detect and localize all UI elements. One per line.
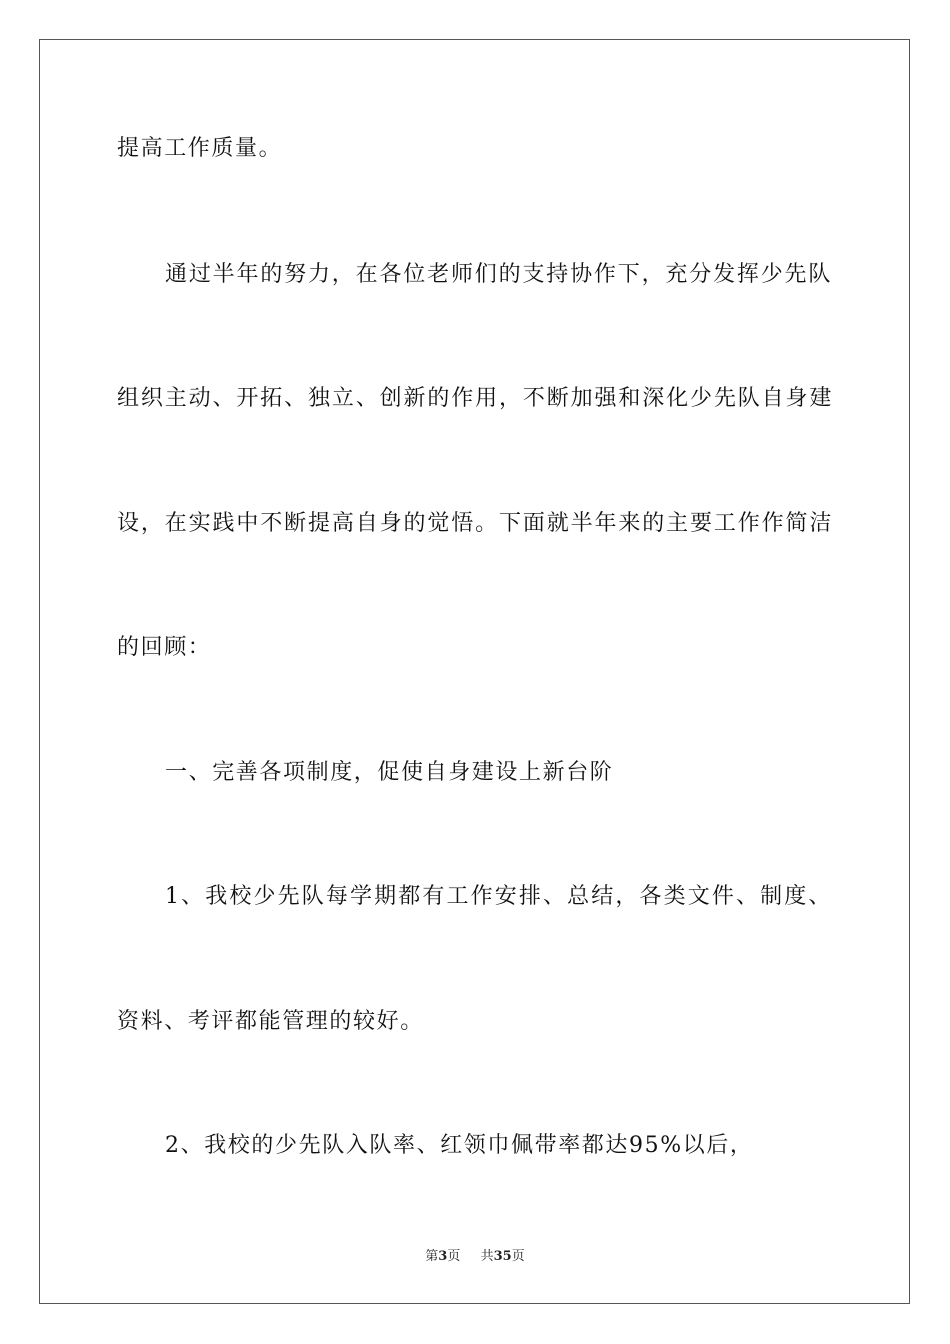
total-pages-label: 共35页 bbox=[480, 1249, 525, 1264]
text-line-2: 通过半年的努力，在各位老师们的支持协作下，充分发挥少先队 bbox=[165, 262, 832, 287]
page-border bbox=[39, 39, 910, 1304]
text-line-4: 设，在实践中不断提高自身的觉悟。下面就半年来的主要工作作简洁 bbox=[117, 511, 833, 536]
page-label: 第3页 bbox=[425, 1249, 461, 1264]
page-footer bbox=[0, 1248, 950, 1266]
text-line-8: 资料、考评都能管理的较好。 bbox=[117, 1009, 424, 1034]
text-line-9: 2、我校的少先队入队率、红领巾佩带率都达95%以后， bbox=[165, 1133, 754, 1158]
text-line-5: 的回顾： bbox=[117, 635, 212, 660]
text-line-1: 提高工作质量。 bbox=[117, 136, 283, 161]
text-line-3: 组织主动、开拓、独立、创新的作用，不断加强和深化少先队自身建 bbox=[117, 386, 833, 411]
section-heading: 一、完善各项制度，促使自身建设上新台阶 bbox=[165, 760, 614, 785]
page-number: 3 bbox=[438, 1249, 448, 1264]
total-pages: 35 bbox=[493, 1249, 512, 1264]
text-line-7: 1、我校少先队每学期都有工作安排、总结，各类文件、制度、 bbox=[165, 884, 832, 909]
